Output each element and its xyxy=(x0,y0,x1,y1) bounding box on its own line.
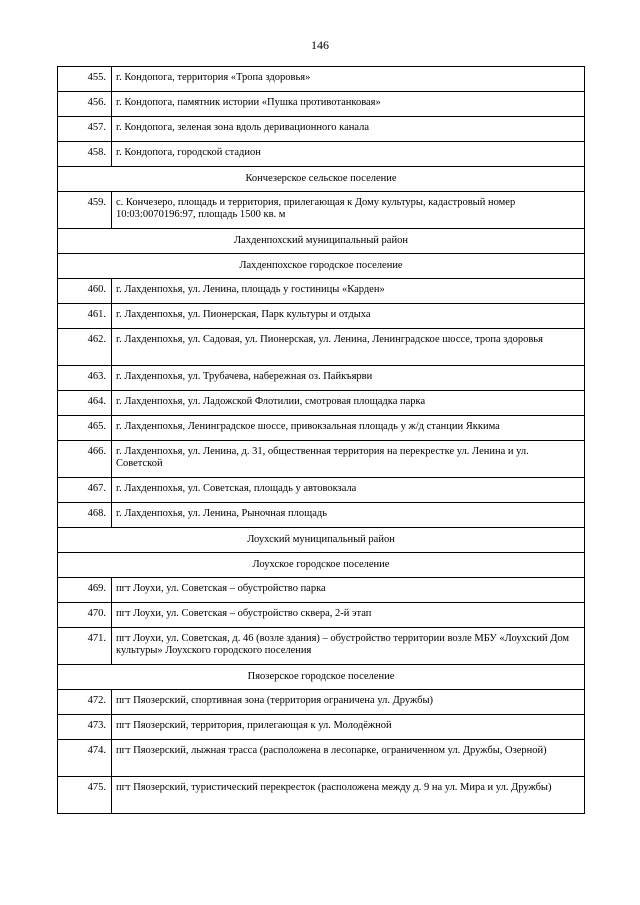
row-description: пгт Лоухи, ул. Советская, д. 46 (возле здания) – обустройство территории возле МБУ «Лоухский Дом культуры» Лоухского городского поселения xyxy=(112,628,585,665)
row-number: 470. xyxy=(58,603,112,628)
table-row xyxy=(58,329,585,366)
row-description: г. Лахденпохья, ул. Советская, площадь у автовокзала xyxy=(112,478,585,503)
row-description: г. Лахденпохья, Ленинградское шоссе, привокзальная площадь у ж/д станции Яккима xyxy=(112,416,585,441)
row-number: 475. xyxy=(58,777,112,814)
row-number: 467. xyxy=(58,478,112,503)
section-row xyxy=(58,528,585,553)
row-number: 455. xyxy=(58,67,112,92)
table-row xyxy=(58,366,585,391)
table-row xyxy=(58,416,585,441)
row-description: г. Лахденпохья, ул. Ладожской Флотилии, смотровая площадка парка xyxy=(112,391,585,416)
row-number: 462. xyxy=(58,329,112,366)
table-row xyxy=(58,578,585,603)
row-description: г. Лахденпохья, ул. Пионерская, Парк культуры и отдыха xyxy=(112,304,585,329)
row-number: 472. xyxy=(58,690,112,715)
row-number: 456. xyxy=(58,92,112,117)
table-row xyxy=(58,142,585,167)
table-row xyxy=(58,715,585,740)
section-title: Лахденпохское городское поселение xyxy=(58,254,585,279)
section-title: Лоухское городское поселение xyxy=(58,553,585,578)
row-description: пгт Пяозерский, спортивная зона (территория ограничена ул. Дружбы) xyxy=(112,690,585,715)
row-description: пгт Пяозерский, лыжная трасса (расположена в лесопарке, ограниченном ул. Дружбы, Озерной) xyxy=(112,740,585,777)
row-number: 457. xyxy=(58,117,112,142)
table-row xyxy=(58,92,585,117)
section-row xyxy=(58,553,585,578)
row-number: 459. xyxy=(58,192,112,229)
row-description: пгт Пяозерский, туристический перекресток (расположена между д. 9 на ул. Мира и ул. Дружбы) xyxy=(112,777,585,814)
row-number: 464. xyxy=(58,391,112,416)
table-row xyxy=(58,192,585,229)
table-row xyxy=(58,478,585,503)
row-number: 461. xyxy=(58,304,112,329)
table-row xyxy=(58,304,585,329)
row-description: г. Кондопога, территория «Тропа здоровья» xyxy=(112,67,585,92)
table-row xyxy=(58,777,585,814)
row-number: 463. xyxy=(58,366,112,391)
table-row xyxy=(58,740,585,777)
table-row xyxy=(58,690,585,715)
row-description: г. Лахденпохья, ул. Садовая, ул. Пионерская, ул. Ленина, Ленинградское шоссе, тропа здоровья xyxy=(112,329,585,366)
section-title: Лоухский муниципальный район xyxy=(58,528,585,553)
page-number: 146 xyxy=(311,38,329,52)
row-description: г. Лахденпохья, ул. Трубачева, набережная оз. Пайкъярви xyxy=(112,366,585,391)
row-number: 474. xyxy=(58,740,112,777)
row-number: 458. xyxy=(58,142,112,167)
row-number: 471. xyxy=(58,628,112,665)
table-row xyxy=(58,117,585,142)
table-row xyxy=(58,603,585,628)
row-number: 465. xyxy=(58,416,112,441)
row-description: пгт Лоухи, ул. Советская – обустройство сквера, 2-й этап xyxy=(112,603,585,628)
row-description: пгт Лоухи, ул. Советская – обустройство парка xyxy=(112,578,585,603)
row-number: 460. xyxy=(58,279,112,304)
section-row xyxy=(58,229,585,254)
section-title: Пяозерское городское поселение xyxy=(58,665,585,690)
table-row xyxy=(58,503,585,528)
row-description: г. Лахденпохья, ул. Ленина, Рыночная площадь xyxy=(112,503,585,528)
table-row xyxy=(58,628,585,665)
row-description: г. Лахденпохья, ул. Ленина, д. 31, общественная территория на перекрестке ул. Ленина и ул. Советской xyxy=(112,441,585,478)
table-row xyxy=(58,279,585,304)
registry-table xyxy=(57,66,585,814)
row-number: 473. xyxy=(58,715,112,740)
row-description: г. Лахденпохья, ул. Ленина, площадь у гостиницы «Карден» xyxy=(112,279,585,304)
row-number: 469. xyxy=(58,578,112,603)
section-row xyxy=(58,167,585,192)
table-row xyxy=(58,391,585,416)
section-row xyxy=(58,254,585,279)
table-row xyxy=(58,441,585,478)
row-description: с. Кончезеро, площадь и территория, прилегающая к Дому культуры, кадастровый номер 10:03:0070196:97, площадь 1500 кв. м xyxy=(112,192,585,229)
row-description: пгт Пяозерский, территория, прилегающая к ул. Молодёжной xyxy=(112,715,585,740)
row-number: 468. xyxy=(58,503,112,528)
section-title: Кончезерское сельское поселение xyxy=(58,167,585,192)
table-row xyxy=(58,67,585,92)
section-row xyxy=(58,665,585,690)
section-title: Лахденпохский муниципальный район xyxy=(58,229,585,254)
row-description: г. Кондопога, городской стадион xyxy=(112,142,585,167)
row-description: г. Кондопога, памятник истории «Пушка противотанковая» xyxy=(112,92,585,117)
row-number: 466. xyxy=(58,441,112,478)
row-description: г. Кондопога, зеленая зона вдоль деривационного канала xyxy=(112,117,585,142)
